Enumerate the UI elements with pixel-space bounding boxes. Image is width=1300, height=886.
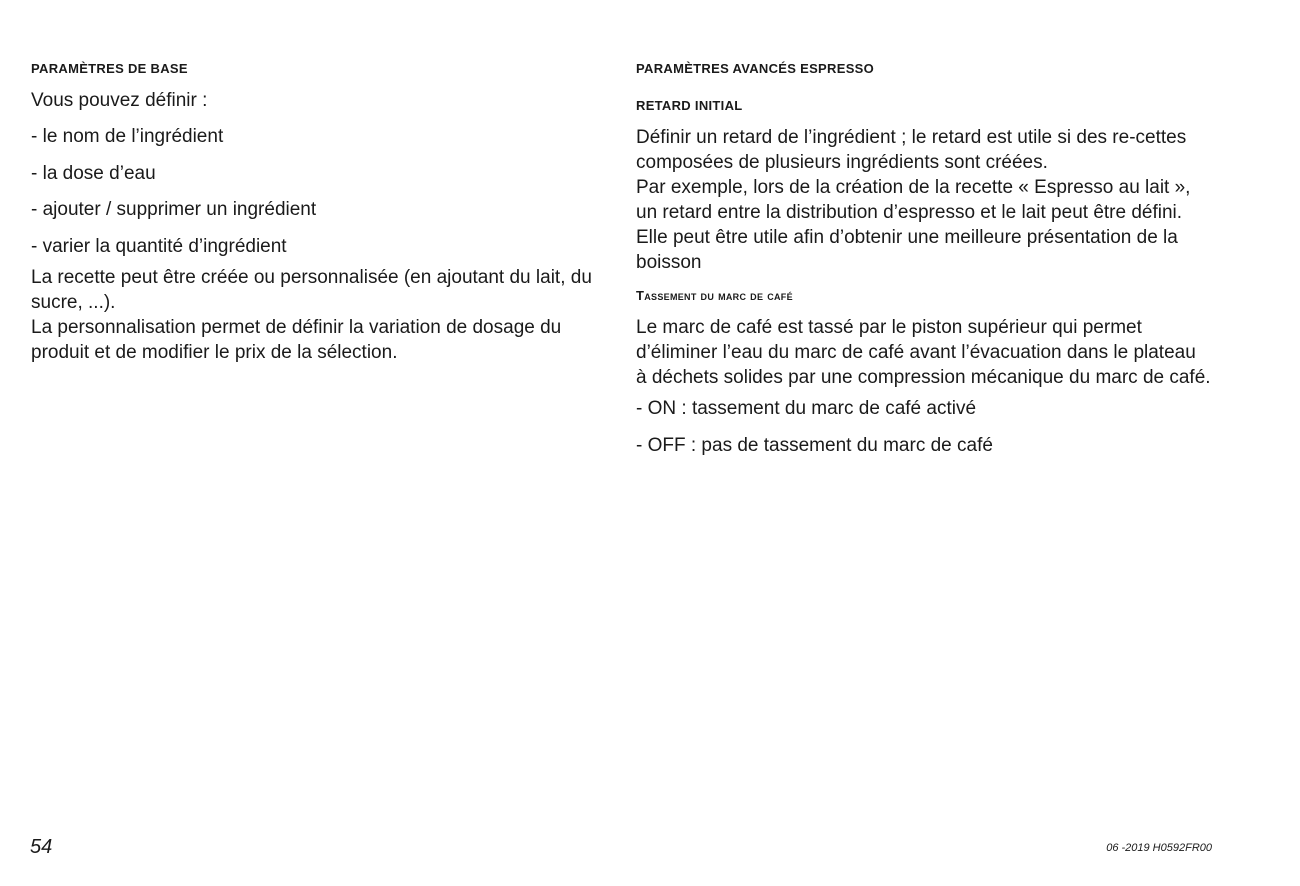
delay-paragraph: Définir un retard de l’ingrédient ; le retard est utile si des re-cettes composées de plusieurs ingrédients sont créées. [636,127,1187,173]
basic-settings-list [31,124,611,259]
list-item: - la dose d’eau [31,162,156,184]
advanced-espresso-column [636,60,1211,458]
page-number: 54 [30,836,53,858]
document-reference: 06 -2019 H0592FR00 [1106,842,1212,854]
basic-settings-heading: PARAMÈTRES DE BASE [31,61,188,76]
list-item: - ON : tassement du marc de café activé [636,398,977,419]
recipe-paragraph: La recette peut être créée ou personnalisée (en ajoutant du lait, du sucre, ...). [31,266,592,313]
customization-paragraph: La personnalisation permet de définir la variation de dosage du produit et de modifier le prix de la sélection. [31,316,562,363]
tamping-options-list [636,396,1211,458]
presentation-paragraph: Elle peut être utile afin d’obtenir une meilleure présentation de la boisson [636,227,1178,273]
list-item: - varier la quantité d’ingrédient [31,235,287,257]
intro-text: Vous pouvez définir : [31,90,208,111]
example-paragraph: Par exemple, lors de la création de la recette « Espresso au lait », un retard entre la distribution d’espresso et le lait peut être défini. [636,177,1191,223]
list-item: - le nom de l’ingrédient [31,126,224,147]
tamping-heading: Tassement du marc de café [636,288,793,303]
advanced-settings-heading: PARAMÈTRES AVANCÉS ESPRESSO [636,61,875,76]
initial-delay-heading: RETARD INITIAL [636,98,743,113]
list-item: - OFF : pas de tassement du marc de café [636,434,993,456]
basic-settings-column [31,60,611,365]
list-item: - ajouter / supprimer un ingrédient [31,199,317,220]
tamping-paragraph: Le marc de café est tassé par le piston supérieur qui permet d’éliminer l’eau du marc de café avant l’évacuation dans le plateau à déchets solides par une compression mécanique du marc de café. [636,317,1211,388]
